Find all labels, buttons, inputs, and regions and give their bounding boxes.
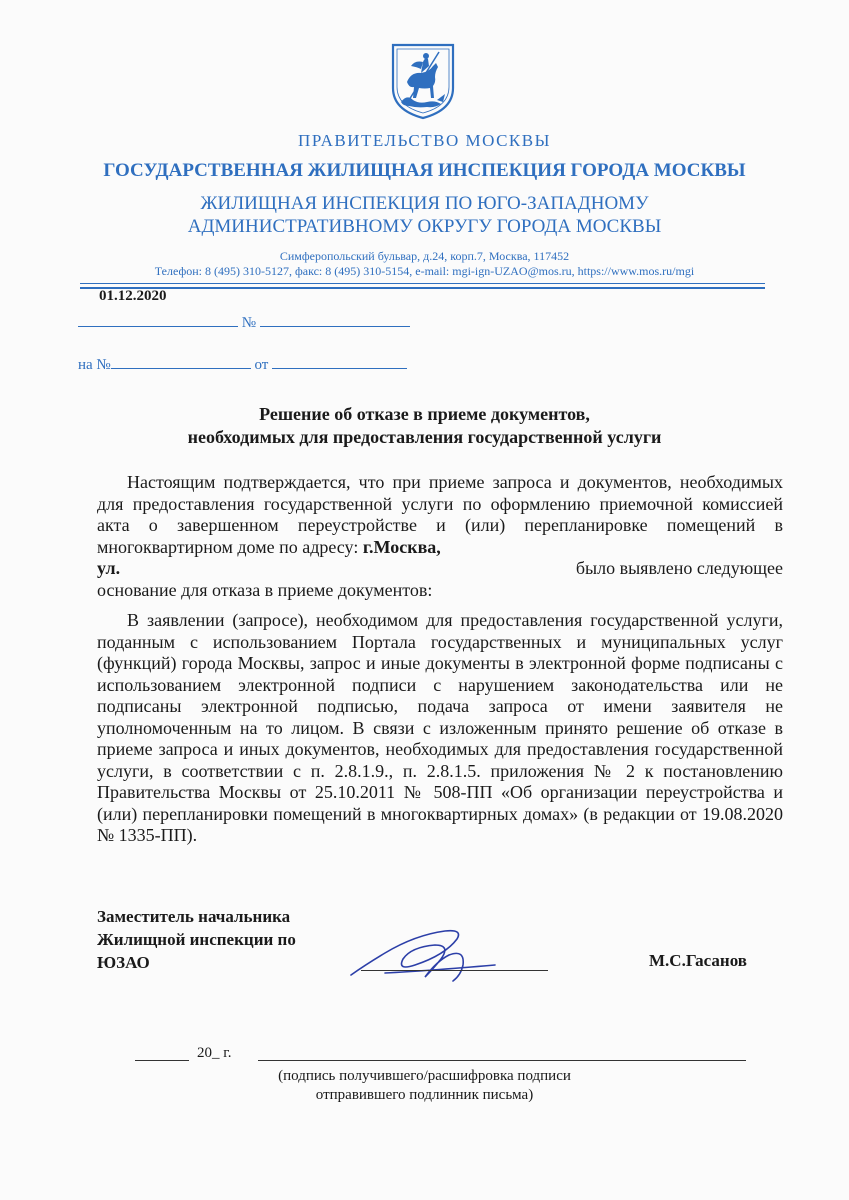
- number-blank: [260, 312, 410, 327]
- header-rule: [80, 283, 765, 284]
- receipt-year: 20_ г.: [197, 1045, 232, 1061]
- reference-from-label: от: [254, 357, 269, 373]
- body-paragraph-2: В заявлении (запросе), необходимом для предоставления государственной услуги, поданным с использованием Портала государственных и муниципальных услуг (функций) города Москвы, запрос и иные документы в электронной форме подписаны с использованием электронной подписи с нарушением законодательства или не подписаны электронной подписью, подача запроса от имени заявителя не уполномоченным на то лицом. В связи с изложенным принято решение об отказе в приеме запроса и иных документов, необходимых для предоставления государственной услуги, в соответствии с п. 2.8.1.9., п. 2.8.1.5. приложения № 2 к постановлению Правительства Москвы от 25.10.2011 № 508-ПП «Об организации переустройства и (или) перепланировки помещений в многоквартирных домах» (в редакции от 19.08.2020 № 1335-ПП).: [97, 610, 783, 845]
- postal-address: Симферопольский бульвар, д.24, корп.7, Москва, 117452: [279, 249, 570, 263]
- reference-prefix: на №: [78, 357, 111, 373]
- government-name: ПРАВИТЕЛЬСТВО МОСКВЫ: [298, 131, 551, 150]
- title-line1: Решение об отказе в приеме документов,: [259, 404, 590, 424]
- handwritten-signature-icon: [345, 925, 505, 987]
- position-line2: Жилищной инспекции по: [97, 930, 296, 949]
- reference-field: [78, 354, 407, 374]
- paragraph1-tail: было выявлено следующее: [575, 558, 783, 578]
- reference-number-blank: [111, 354, 251, 369]
- header-rule-thick: [80, 287, 765, 289]
- signature-line: [361, 970, 548, 971]
- body-paragraph-1: [97, 472, 783, 601]
- registration-number-field: [78, 312, 410, 332]
- contact-line: Телефон: 8 (495) 310-5127, факс: 8 (495) 310-5154, e-mail: mgi-ign-UZAO@mos.ru, https://www.mos.ru/mgi: [154, 264, 695, 278]
- receipt-caption-line2: отправившего подлинник письма): [315, 1087, 534, 1103]
- signatory-position: [97, 905, 296, 974]
- district-inspection-line2: АДМИНИСТРАТИВНОМУ ОКРУГУ ГОРОДА МОСКВЫ: [187, 216, 662, 237]
- date-blank: [78, 312, 238, 327]
- inspection-name: ГОСУДАРСТВЕННАЯ ЖИЛИЩНАЯ ИНСПЕКЦИЯ ГОРОДА МОСКВЫ: [103, 160, 746, 181]
- moscow-coat-of-arms-icon: [389, 42, 457, 120]
- address-street: ул.: [97, 558, 121, 578]
- number-label: №: [241, 315, 257, 331]
- letter-date: 01.12.2020: [99, 288, 167, 304]
- paragraph1-lead: Настоящим подтверждается, что при приеме запроса и документов, необходимых для предоставления государственной услуги по оформлению приемочной комиссией акта о завершенном переустройстве и (или) перепланировке помещений в многоквартирном доме по адресу:: [97, 472, 783, 557]
- paragraph1-end: основание для отказа в приеме документов:: [97, 579, 433, 600]
- receipt-caption-line1: (подпись получившего/расшифровка подписи: [278, 1068, 571, 1084]
- title-line2: необходимых для предоставления государственной услуги: [187, 427, 662, 447]
- address-row: [97, 558, 783, 580]
- position-line1: Заместитель начальника: [97, 907, 291, 926]
- document-title: [0, 403, 849, 449]
- signer-name: М.С.Гасанов: [649, 951, 747, 970]
- position-line3: ЮЗАО: [97, 953, 150, 972]
- receipt-date-line: [135, 1060, 189, 1061]
- reference-date-blank: [272, 354, 407, 369]
- district-inspection-line1: ЖИЛИЩНАЯ ИНСПЕКЦИЯ ПО ЮГО-ЗАПАДНОМУ: [200, 193, 649, 214]
- address-city: г.Москва,: [362, 536, 441, 557]
- receipt-signature-line: [258, 1060, 746, 1061]
